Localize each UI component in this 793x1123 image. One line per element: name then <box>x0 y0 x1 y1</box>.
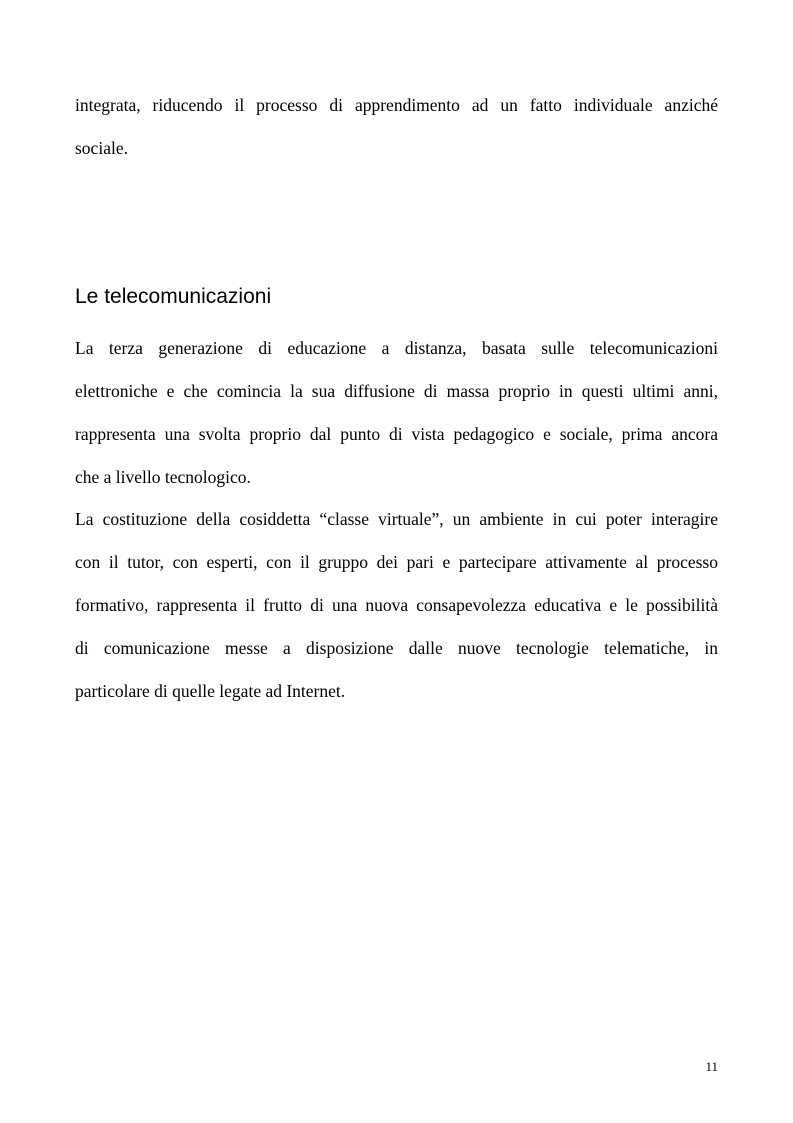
page-number: 11 <box>705 1059 718 1074</box>
paragraph-line: che a livello tecnologico. <box>75 467 251 487</box>
paragraph-line: sociale. <box>75 138 128 158</box>
section-heading: Le telecomunicazioni <box>75 285 272 308</box>
paragraph-line: di comunicazione messe a disposizione dalle nuove tecnologie telematiche, in <box>75 638 718 658</box>
paragraph-line: formativo, rappresenta il frutto di una nuova consapevolezza educativa e le possibilità <box>75 595 718 615</box>
paragraph-line: integrata, riducendo il processo di apprendimento ad un fatto individuale anziché <box>75 95 718 115</box>
paragraph-line: La costituzione della cosiddetta “classe virtuale”, un ambiente in cui poter interagire <box>75 509 718 529</box>
paragraph-line: con il tutor, con esperti, con il gruppo dei pari e partecipare attivamente al processo <box>75 552 718 572</box>
continued-paragraph <box>75 84 718 170</box>
paragraph-line: elettroniche e che comincia la sua diffusione di massa proprio in questi ultimi anni, <box>75 381 718 401</box>
paragraph-line: La terza generazione di educazione a distanza, basata sulle telecomunicazioni <box>75 338 718 358</box>
paragraph <box>75 327 718 499</box>
paragraph-line: particolare di quelle legate ad Internet. <box>75 681 346 701</box>
paragraph <box>75 498 718 713</box>
paragraph-line: rappresenta una svolta proprio dal punto di vista pedagogico e sociale, prima ancora <box>75 424 718 444</box>
